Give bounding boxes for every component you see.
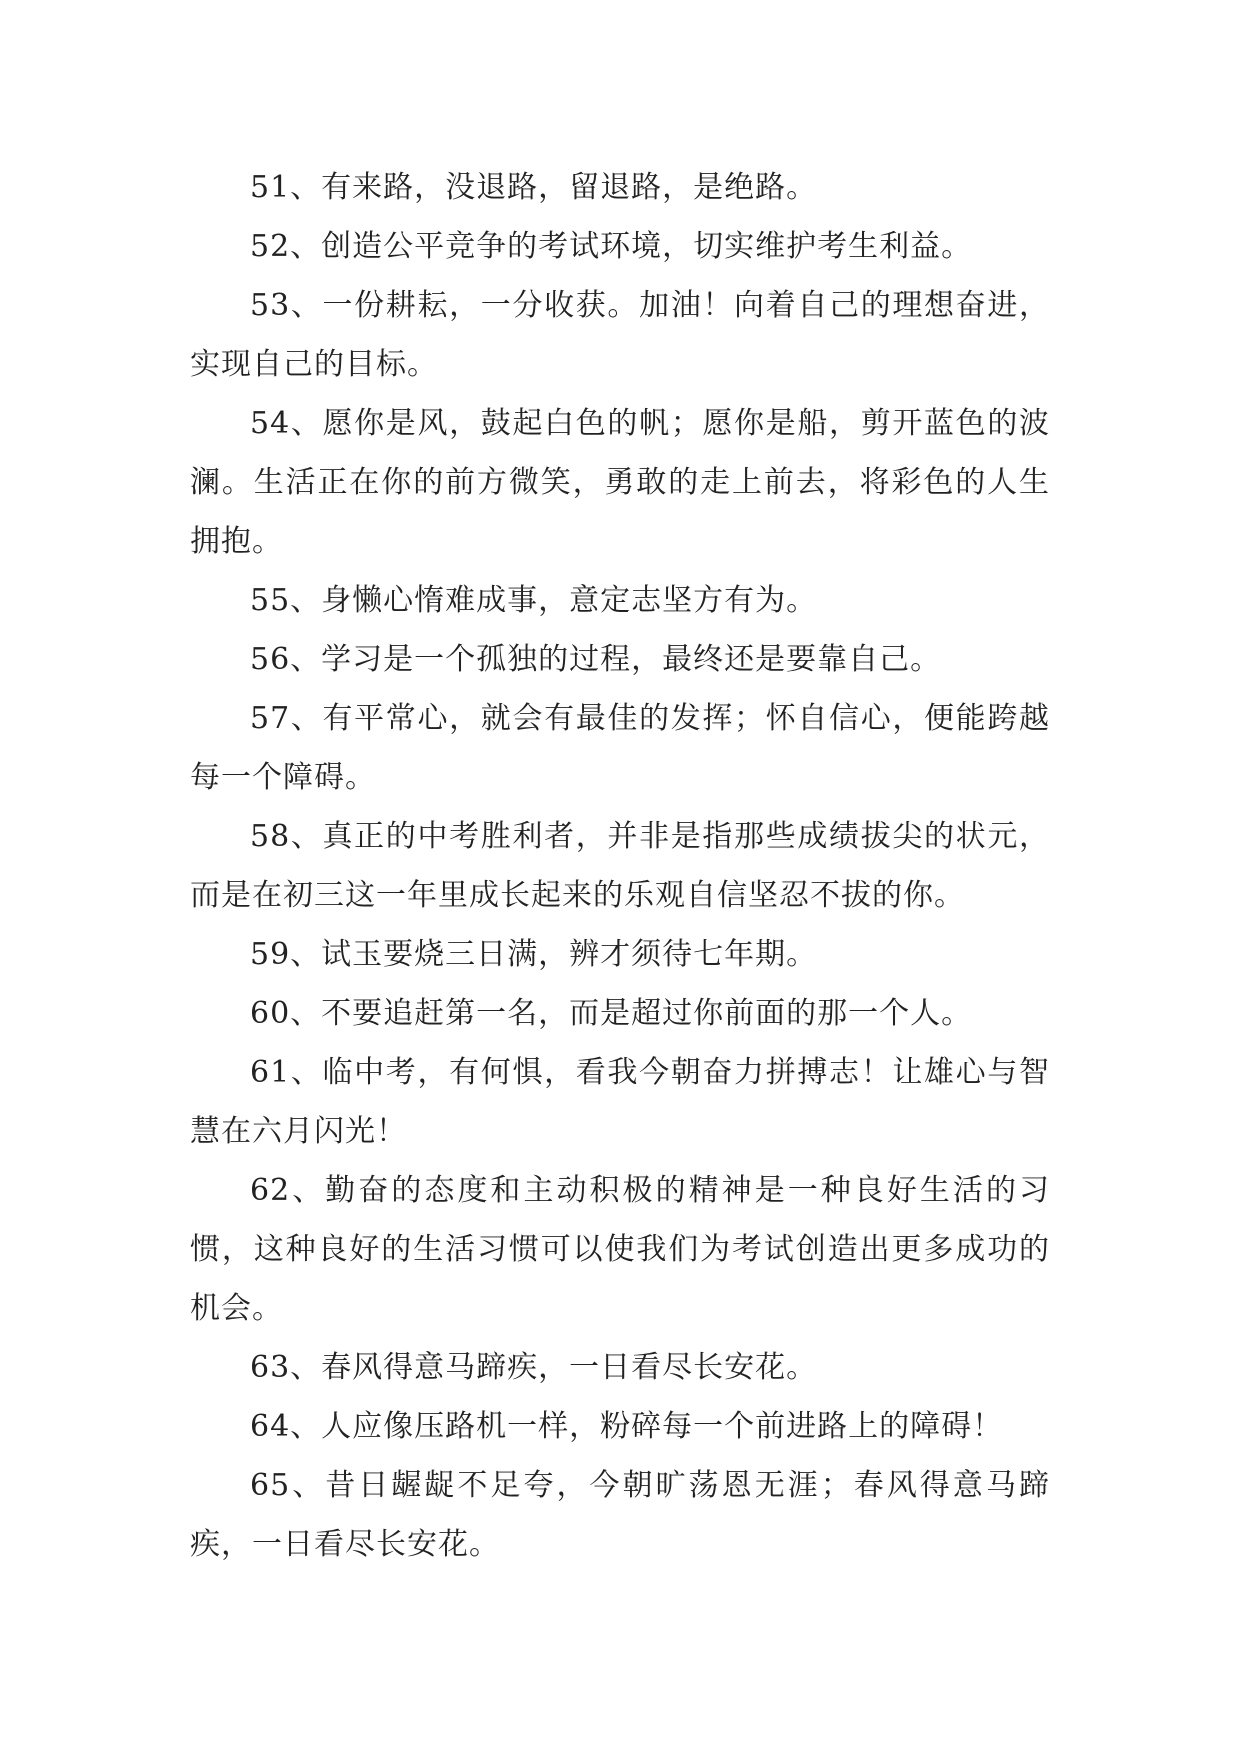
paragraph-51: 51、有来路，没退路，留退路，是绝路。: [250, 170, 818, 205]
paragraph-57: 57、有平常心，就会有最佳的发挥；怀自信心，便能跨越每一个障碍。: [190, 701, 1050, 795]
paragraph-59: 59、试玉要烧三日满，辨才须待七年期。: [250, 937, 818, 972]
paragraph-54: 54、愿你是风，鼓起白色的帆；愿你是船，剪开蓝色的波澜。生活正在你的前方微笑，勇敢的走上前去，将彩色的人生拥抱。: [190, 406, 1050, 559]
paragraph-62: 62、勤奋的态度和主动积极的精神是一种良好生活的习惯，这种良好的生活习惯可以使我们为考试创造出更多成功的机会。: [190, 1173, 1050, 1326]
paragraph-58: 58、真正的中考胜利者，并非是指那些成绩拔尖的状元，而是在初三这一年里成长起来的乐观自信坚忍不拔的你。: [190, 819, 1050, 913]
paragraph-65: 65、昔日龌龊不足夸，今朝旷荡恩无涯；春风得意马蹄疾，一日看尽长安花。: [190, 1468, 1050, 1562]
paragraph-53: 53、一份耕耘，一分收获。加油！向着自己的理想奋进，实现自己的目标。: [190, 288, 1050, 382]
paragraph-60: 60、不要追赶第一名，而是超过你前面的那一个人。: [250, 996, 973, 1031]
document-body: [190, 158, 1050, 1574]
paragraph-61: 61、临中考，有何惧，看我今朝奋力拼搏志！让雄心与智慧在六月闪光！: [190, 1055, 1050, 1149]
paragraph-55: 55、身懒心惰难成事，意定志坚方有为。: [250, 583, 818, 618]
paragraph-64: 64、人应像压路机一样，粉碎每一个前进路上的障碍！: [250, 1409, 1004, 1444]
paragraph-52: 52、创造公平竞争的考试环境，切实维护考生利益。: [250, 229, 973, 264]
paragraph-56: 56、学习是一个孤独的过程，最终还是要靠自己。: [250, 642, 942, 677]
paragraph-63: 63、春风得意马蹄疾，一日看尽长安花。: [250, 1350, 818, 1385]
